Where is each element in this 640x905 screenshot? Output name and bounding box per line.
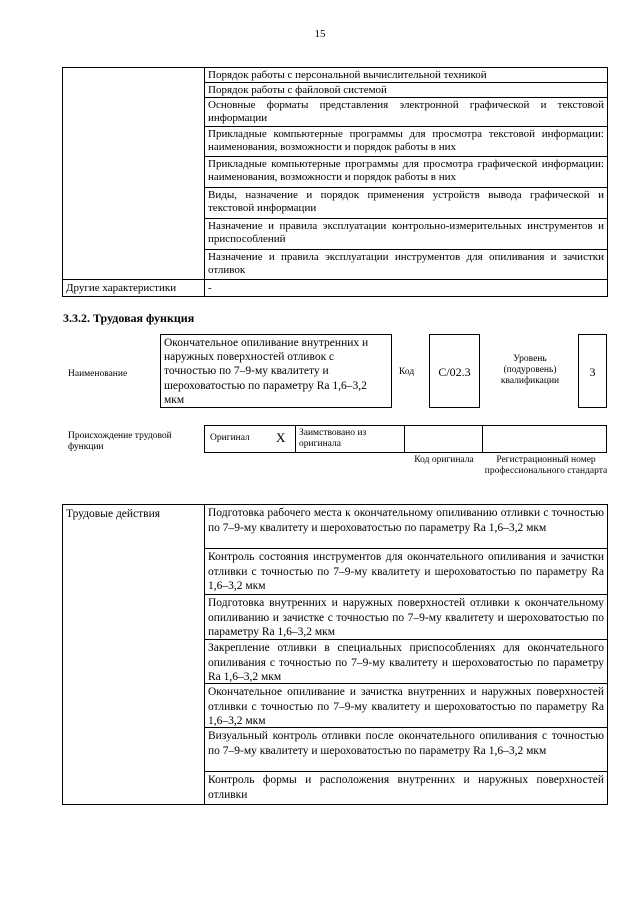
action-row: Контроль состояния инструментов для окончательного опиливания и зачистки отливки с точностью по 7–9-му квалитету и шероховатостью по параметру Ra 1,6–3,2 мкм [208, 551, 604, 592]
page-number: 15 [314, 28, 326, 40]
knowledge-row: Назначение и правила эксплуатации контрольно-измерительных инструментов и приспособлений [208, 220, 604, 245]
action-row: Закрепление отливки в специальных приспособлениях для окончательного опиливания с точностью по 7–9-му квалитету и шероховатостью по параметру Ra 1,6–3,2 мкм [208, 642, 604, 683]
original-code-caption: Код оригинала [414, 455, 474, 465]
origin-original: Оригинал [210, 433, 250, 443]
level-value: 3 [589, 365, 596, 379]
knowledge-row: Назначение и правила эксплуатации инструментов для опиливания и зачистки отливок [208, 251, 604, 276]
action-row: Визуальный контроль отливки после окончательного опиливания с точностью по 7–9-му квалитету и шероховатостью по параметру Ra 1,6–3,2 мкм [208, 730, 604, 757]
registration-number-caption: Регистрационный номер профессионального стандарта [484, 455, 608, 476]
other-characteristics-value: - [208, 282, 212, 294]
origin-mark: X [276, 430, 286, 445]
name-label: Наименование [68, 369, 128, 379]
origin-borrowed: Заимствовано из оригинала [299, 428, 367, 449]
code-value: C/02.3 [438, 365, 471, 379]
section-heading: 3.3.2. Трудовая функция [63, 311, 195, 325]
code-label: Код [399, 367, 415, 377]
knowledge-row: Прикладные компьютерные программы для просмотра графической информации: наименования, возможности и порядок работы в них [208, 158, 604, 183]
origin-label: Происхождение трудовой функции [68, 431, 172, 452]
level-label: Уровень (подуровень) квалификации [500, 354, 560, 386]
action-row: Подготовка внутренних и наружных поверхностей отливки к окончательному опиливанию и зачистке с точностью по 7–9-му квалитету и шероховатостью по параметру Ra 1,6–3,2 мкм [208, 597, 604, 638]
knowledge-row: Основные форматы представления электронной графической и текстовой информации [208, 99, 604, 124]
knowledge-row: Виды, назначение и порядок применения устройств вывода графической и текстовой информации [208, 189, 604, 214]
action-row: Подготовка рабочего места к окончательному опиливанию отливки с точностью по 7–9-му квалитету и шероховатостью по параметру Ra 1,6–3,2 мкм [208, 507, 604, 534]
function-name: Окончательное опиливание внутренних и наружных поверхностей отливок с точностью по 7–9-му квалитету и шероховатостью по параметру Ra 1,6–3,2 мкм [164, 337, 369, 406]
other-characteristics-label: Другие характеристики [66, 282, 177, 294]
knowledge-row: Прикладные компьютерные программы для просмотра текстовой информации: наименования, возможности и порядок работы в них [208, 128, 604, 153]
action-row: Окончательное опиливание и зачистка внутренних и наружных поверхностей отливки с точностью по 7–9-му квалитету и шероховатостью по параметру Ra 1,6–3,2 мкм [208, 686, 604, 727]
action-row: Контроль формы и расположения внутренних и наружных поверхностей отливки [208, 774, 604, 801]
labor-actions-label: Трудовые действия [66, 508, 161, 520]
knowledge-row: Порядок работы с персональной вычислительной техникой [208, 69, 487, 81]
knowledge-row: Порядок работы с файловой системой [208, 84, 387, 96]
